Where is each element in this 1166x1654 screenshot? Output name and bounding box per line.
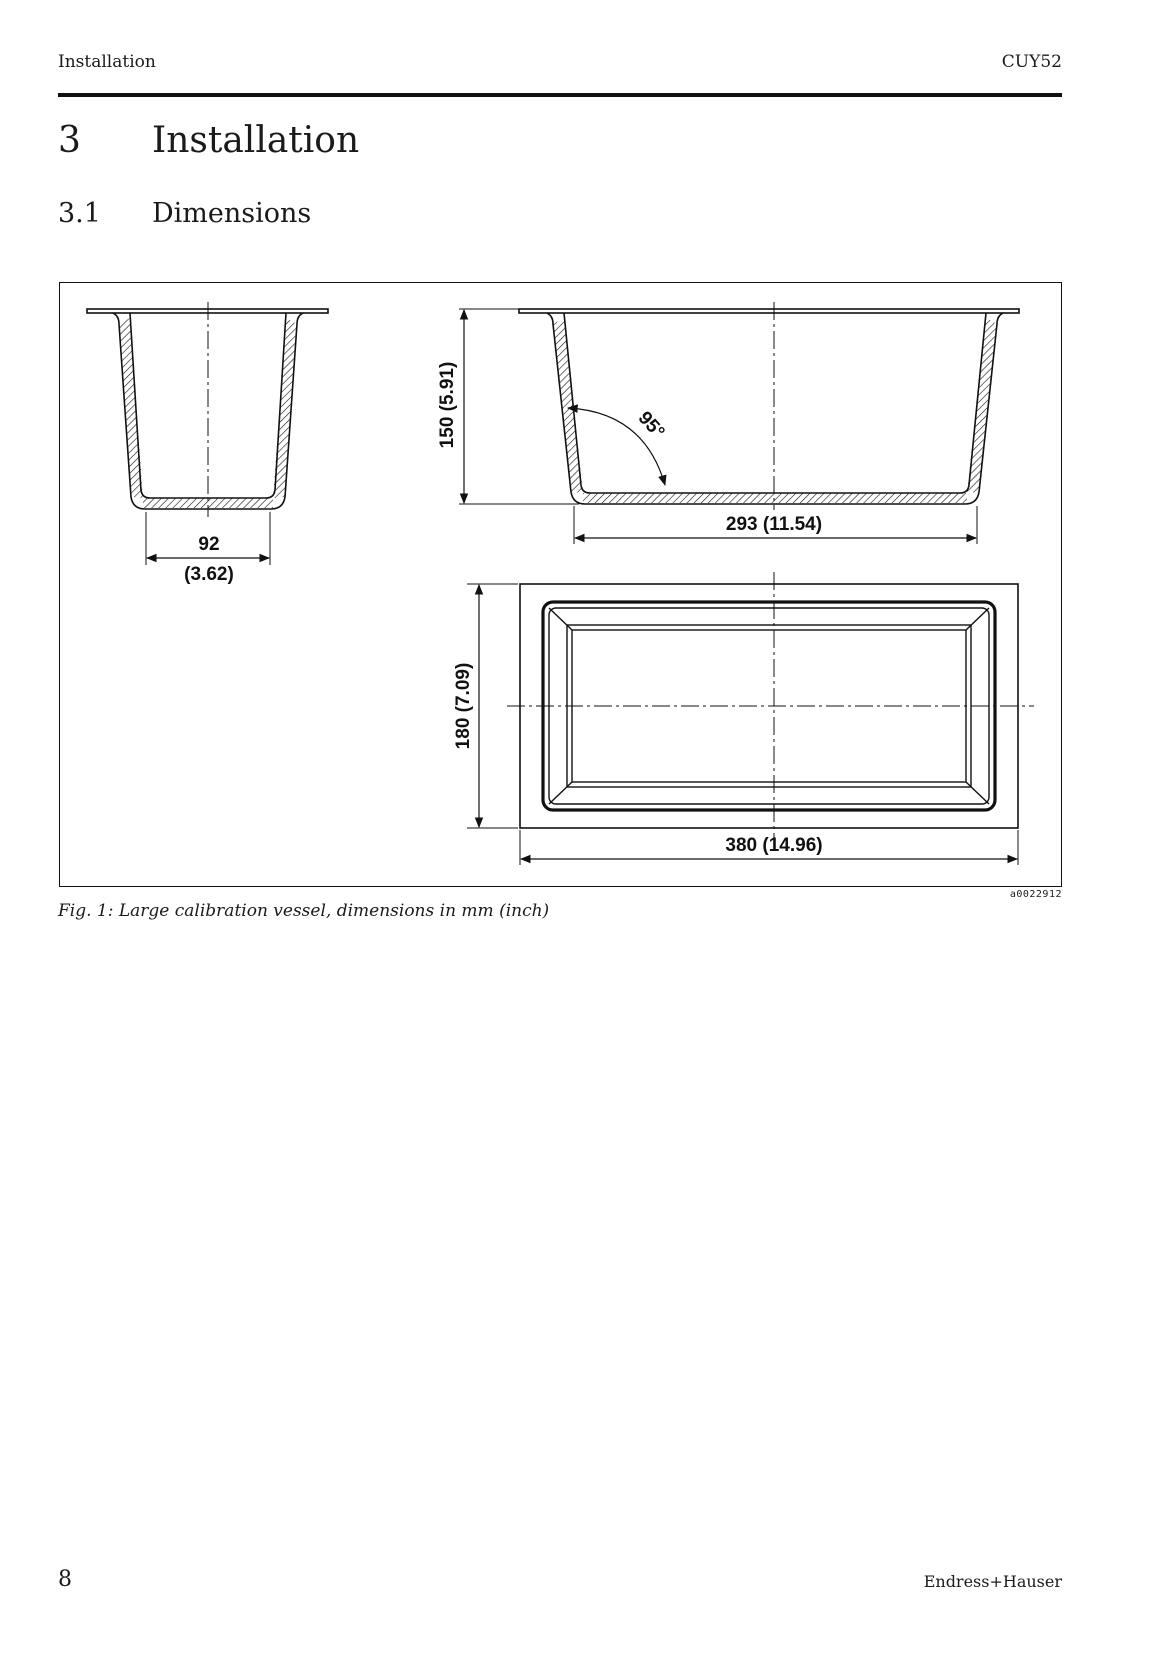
inner-length-label: 293 (11.54) xyxy=(725,514,823,535)
running-header-left: Installation xyxy=(58,52,156,72)
plan-width-label: 180 (7.09) xyxy=(453,662,474,750)
dimension-drawing xyxy=(59,282,1062,887)
figure-id: a0022912 xyxy=(1009,889,1062,900)
page-number: 8 xyxy=(58,1567,72,1592)
brand-name: Endress+Hauser xyxy=(923,1572,1062,1591)
chapter-title: Installation xyxy=(152,120,360,161)
height-label: 150 (5.91) xyxy=(437,361,458,449)
plan-length-label: 380 (14.96) xyxy=(725,835,823,856)
width-small-in-label: (3.62) xyxy=(184,564,234,585)
header-rule xyxy=(58,93,1062,97)
chapter-number: 3 xyxy=(58,120,81,161)
figure-caption: Fig. 1: Large calibration vessel, dimensions in mm (inch) xyxy=(58,901,550,921)
section-number: 3.1 xyxy=(58,198,101,229)
chapter-heading xyxy=(58,120,359,161)
width-small-mm-label: 92 xyxy=(198,534,220,555)
angle-label: 95° xyxy=(633,407,669,444)
section-heading xyxy=(58,198,311,229)
running-header-right: CUY52 xyxy=(1001,52,1062,72)
front-view-vessel xyxy=(519,309,1019,504)
section-title: Dimensions xyxy=(152,198,312,229)
